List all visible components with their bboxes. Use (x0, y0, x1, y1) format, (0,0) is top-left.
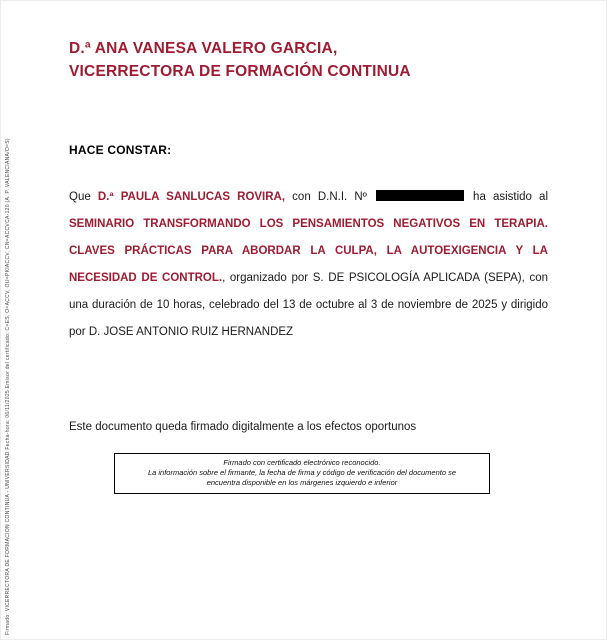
digital-signature-note: Este documento queda firmado digitalmente a los efectos oportunos (69, 421, 417, 433)
dni-redaction-box (376, 190, 464, 201)
left-margin-signature-text: Firmado: VICERRECTORA DE FORMACIÓN CONTINUA - UNIVERSIDAD Fecha-hora: 06/11/2025 Emisor del certificado: C=ES, O=ACCV, OU=PKIACCV, CN=ACCVCA-120 (A. P. VALENCIANA/O=S) (5, 138, 11, 635)
body-seg1: Que (69, 191, 98, 203)
signature-info-box (114, 453, 490, 494)
signer-role: VICERRECTORA DE FORMACIÓN CONTINUA (69, 63, 411, 80)
body-seg3: ha asistido al (465, 191, 548, 203)
hace-constar-heading: HACE CONSTAR: (69, 143, 172, 157)
certificate-body (69, 184, 548, 346)
signature-info-line3: encuentra disponible en los márgenes izquierdo e inferior (206, 478, 398, 487)
signer-name: D.ª ANA VANESA VALERO GARCIA, (69, 40, 338, 57)
signature-info-line2: La información sobre el firmante, la fecha de firma y código de verificación del documento se (147, 468, 457, 477)
signature-info-line1: Firmado con certificado electrónico reconocido. (223, 458, 381, 467)
body-seg2: con D.N.I. Nº (285, 191, 374, 203)
body-seg4: , organizado por S. DE PSICOLOGÍA APLICADA (SEPA), con una duración de 10 horas, celebrado del 13 de octubre al 3 de noviembre de 2025 y dirigido por D. JOSE ANTONIO RUIZ HERNANDEZ (69, 272, 548, 338)
attendee-name: D.ª PAULA SANLUCAS ROVIRA, (97, 191, 286, 203)
seminar-title: SEMINARIO TRANSFORMANDO LOS PENSAMIENTOS NEGATIVOS EN TERAPIA. CLAVES PRÁCTICAS PARA ABORDAR LA CULPA, LA AUTOEXIGENCIA Y LA NECESIDAD DE CONTROL. (69, 218, 548, 284)
certificate-title (69, 37, 549, 83)
